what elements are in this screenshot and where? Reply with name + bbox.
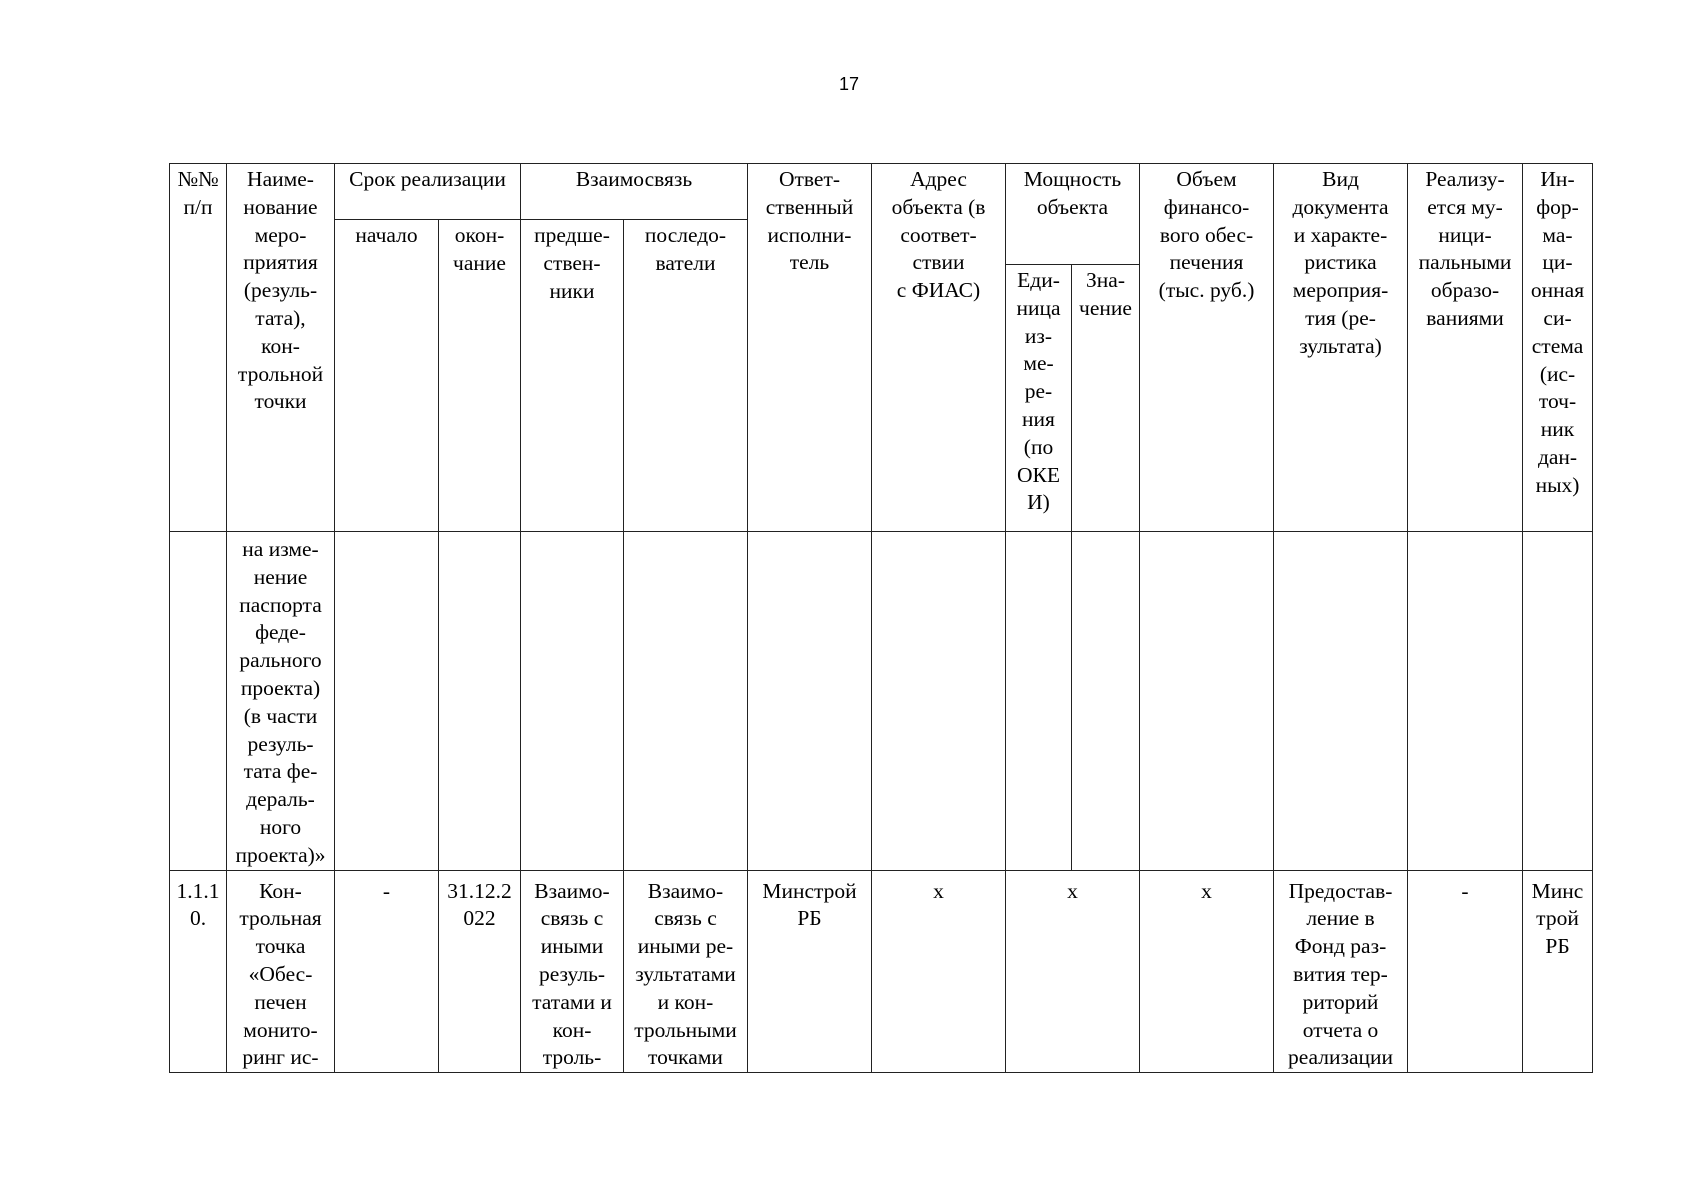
header-capacity: Мощность объекта	[1006, 164, 1140, 265]
cell-name: на изме- нение паспорта феде- рального проекта) (в части резуль- тата фе- дераль- ного проекта)»	[227, 532, 335, 871]
header-link: Взаимосвязь	[521, 164, 748, 220]
cell-address	[872, 532, 1006, 871]
header-term-start: начало	[335, 220, 439, 532]
cell-responsible: Минстрой РБ	[748, 870, 872, 1073]
cell-doc-type	[1274, 532, 1408, 871]
cell-succ	[624, 532, 748, 871]
cell-info-system	[1523, 532, 1593, 871]
page-number: 17	[838, 74, 860, 94]
header-finance: Объем финансо- вого обес- печения (тыс. руб.)	[1140, 164, 1274, 532]
cell-finance	[1140, 532, 1274, 871]
header-num: №№ п/п	[170, 164, 227, 532]
cell-pred	[521, 532, 624, 871]
cell-num: 1.1.1 0.	[170, 870, 227, 1073]
data-row	[170, 870, 1593, 1073]
cell-start	[335, 532, 439, 871]
cell-doc-type: Предостав- ление в Фонд раз- вития тер- риторий отчета о реализации	[1274, 870, 1408, 1073]
cell-name: Кон- трольная точка «Обес- печен монито- ринг ис-	[227, 870, 335, 1073]
cell-num	[170, 532, 227, 871]
cell-municipal	[1408, 532, 1523, 871]
cell-succ: Взаимо- связь с иными ре- зультатами и кон- трольными точками	[624, 870, 748, 1073]
header-link-pred: предше- ствен- ники	[521, 220, 624, 532]
cell-end: 31.12.2 022	[439, 870, 521, 1073]
cell-pred: Взаимо- связь с иными резуль- татами и кон- троль-	[521, 870, 624, 1073]
continuation-row	[170, 532, 1593, 871]
cell-responsible	[748, 532, 872, 871]
program-table	[169, 163, 1593, 1073]
cell-municipal: -	[1408, 870, 1523, 1073]
cell-capacity-unit	[1006, 532, 1072, 871]
header-capacity-unit: Еди- ница из- ме- ре- ния (по ОКЕ И)	[1006, 265, 1072, 532]
header-name: Наиме- нование меро- приятия (резуль- тата), кон- трольной точки	[227, 164, 335, 532]
header-capacity-value: Зна- чение	[1072, 265, 1140, 532]
header-responsible: Ответ- ственный исполни- тель	[748, 164, 872, 532]
cell-capacity: х	[1006, 870, 1140, 1073]
header-doc-type: Вид документа и характе- ристика мероприя- тия (ре- зультата)	[1274, 164, 1408, 532]
cell-finance: х	[1140, 870, 1274, 1073]
header-row-1	[170, 164, 1593, 220]
cell-end	[439, 532, 521, 871]
cell-info-system: Минс трой РБ	[1523, 870, 1593, 1073]
header-link-succ: последо- ватели	[624, 220, 748, 532]
cell-capacity-value	[1072, 532, 1140, 871]
header-municipal: Реализу- ется му- ници- пальными образо- ваниями	[1408, 164, 1523, 532]
header-info-system: Ин- фор- ма- ци- онная си- стема (ис- точ- ник дан- ных)	[1523, 164, 1593, 532]
cell-start: -	[335, 870, 439, 1073]
cell-address: х	[872, 870, 1006, 1073]
header-term-end: окон- чание	[439, 220, 521, 532]
header-address: Адрес объекта (в соответ- ствии с ФИАС)	[872, 164, 1006, 532]
header-term: Срок реализации	[335, 164, 521, 220]
